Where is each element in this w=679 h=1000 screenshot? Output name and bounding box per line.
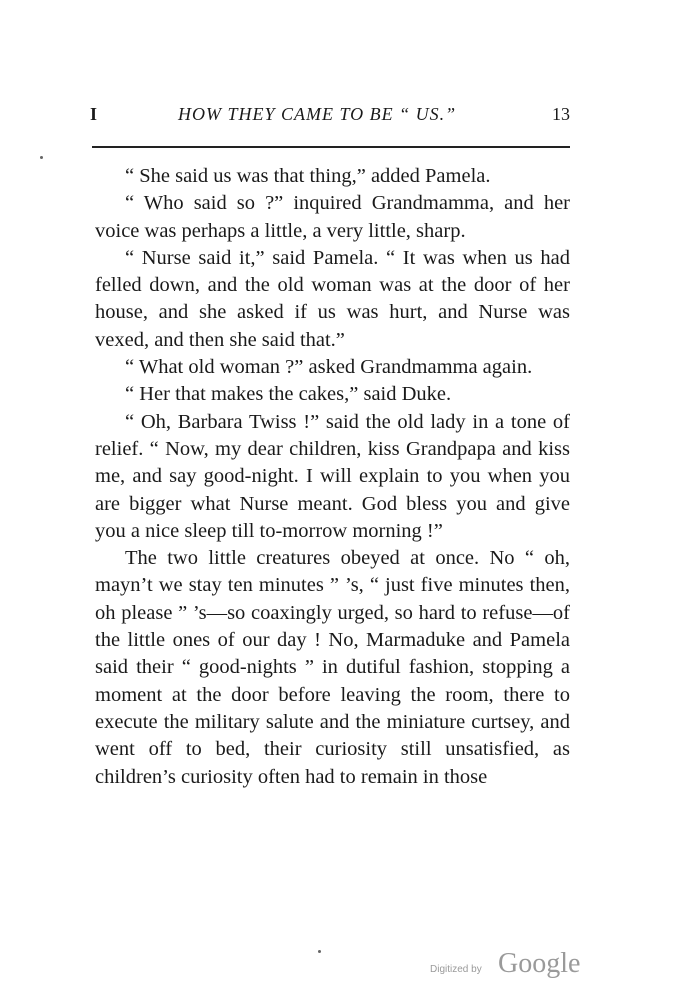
scan-speck <box>318 950 321 953</box>
page-body <box>95 163 570 791</box>
google-logo: Google <box>498 948 581 979</box>
scan-speck <box>40 156 43 159</box>
paragraph: “ Her that makes the cakes,” said Duke. <box>125 383 452 406</box>
paragraph: “ What old woman ?” asked Grandmamma again. <box>125 356 533 379</box>
running-title: HOW THEY CAME TO BE “ US.” <box>178 104 457 124</box>
digitized-by-label: Digitized by <box>430 964 482 975</box>
paragraph: “ Oh, Barbara Twiss !” said the old lady in a tone of relief. “ Now, my dear children, kiss Grandpapa and kiss me, and say good-night. I will explain to you when you are bigger what Nurse meant. God bless you and give you a nice sleep till to-morrow morning !” <box>95 410 570 542</box>
paragraph: “ Who said so ?” inquired Grandmamma, and her voice was perhaps a little, a very little, sharp. <box>95 192 570 242</box>
digitizer-watermark <box>430 948 590 988</box>
chapter-numeral: I <box>90 104 98 124</box>
header-rule <box>92 146 570 148</box>
paragraph: The two little creatures obeyed at once. No “ oh, mayn’t we stay ten minutes ” ’s, “ just five minutes then, oh please ” ’s—so coaxingly urged, so hard to refuse—of the little ones of our day ! No, Marmaduke and Pamela said their “ good-nights ” in dutiful fashion, stopping a moment at the door before leaving the room, there to execute the military salute and the miniature curtsey, and went off to bed, their curiosity still unsatisfied, as children’s curiosity often had to remain in those <box>95 547 570 788</box>
paragraph: “ Nurse said it,” said Pamela. “ It was when us had felled down, and the old woman was at the door of her house, and she asked if us was hurt, and Nurse was vexed, and then she said that.” <box>95 246 570 351</box>
page-number: 13 <box>552 104 570 124</box>
paragraph: “ She said us was that thing,” added Pamela. <box>125 165 491 187</box>
